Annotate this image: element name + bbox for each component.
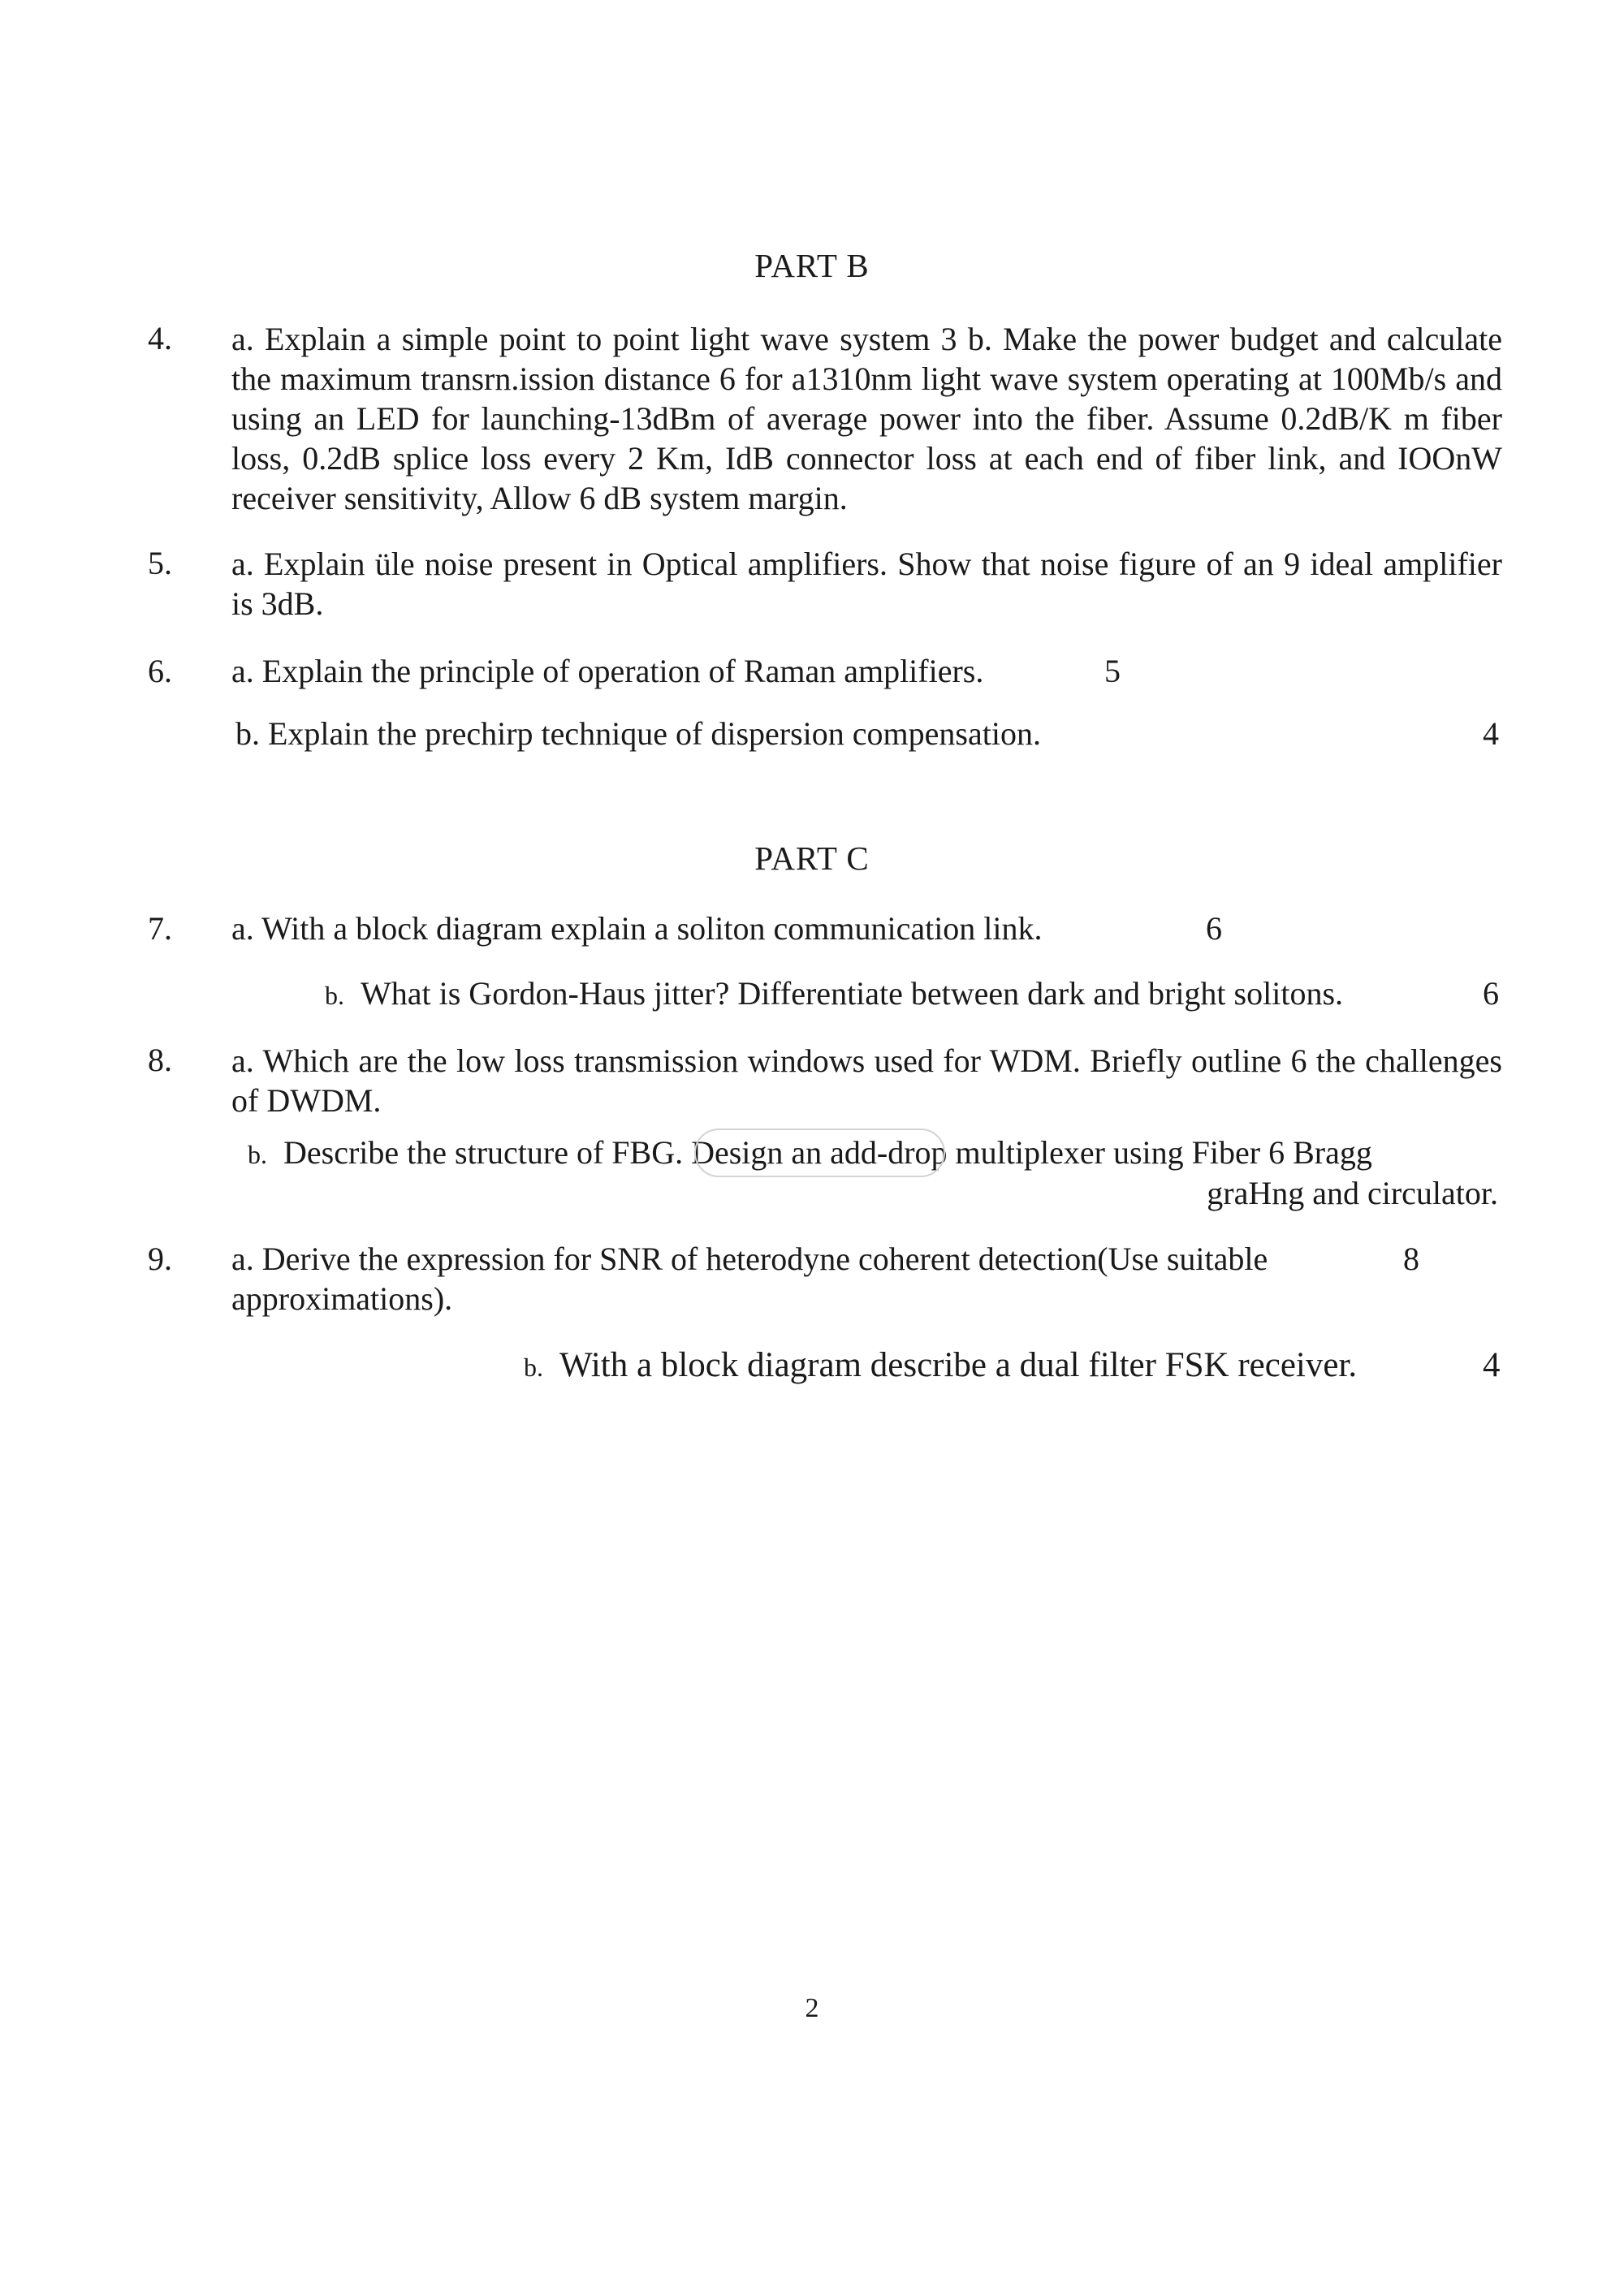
q9-number: 9. — [148, 1241, 172, 1277]
q4-text: a. Explain a simple point to point light wave system 3 b. Make the power budget and calculate the maximum transrn.ission distance 6 for a1310nm light wave system operating at 100Mb/s and using an LED for launching-13dBm of average power into the fiber. Assume 0.2dB/K m fiber loss, 0.2dB splice loss every 2 Km, IdB connector loss at each end of fiber link, and IOOnW receiver sensitivity, Allow 6 dB system margin. — [231, 321, 1502, 516]
q6a-marks: 5 — [1104, 653, 1121, 689]
q5-text: a. Explain üle noise present in Optical amplifiers. Show that noise figure of an 9 ideal amplifier is 3dB. — [231, 546, 1502, 622]
q9b-line — [524, 1345, 1357, 1385]
q7b-label: b. — [325, 981, 344, 1010]
q6a-text: a. Explain the principle of operation of Raman amplifiers. — [231, 653, 984, 689]
q6b-marks: 4 — [1483, 715, 1499, 752]
page-number: 2 — [805, 1993, 819, 2023]
q4-number: 4. — [148, 320, 172, 356]
q8-number: 8. — [148, 1042, 172, 1078]
q7b-marks: 6 — [1483, 975, 1499, 1012]
q8b-text-2: graHng and circulator. — [1207, 1175, 1498, 1211]
q7b-line — [325, 974, 1343, 1012]
part-c-heading: PART C — [754, 839, 870, 877]
q7a-text: a. With a block diagram explain a soliton communication link. — [231, 910, 1043, 947]
q9b-label: b. — [524, 1353, 543, 1382]
q9a-marks: 8 — [1403, 1241, 1419, 1277]
q8b-text-1: Describe the structure of FBG. Design an add-drop multiplexer using Fiber 6 Bragg — [283, 1134, 1372, 1171]
q9b-marks: 4 — [1483, 1346, 1501, 1384]
q6-number: 6. — [148, 653, 172, 689]
q6b-text: b. Explain the prechirp technique of dispersion compensation. — [235, 715, 1041, 752]
q9a-text: a. Derive the expression for SNR of heterodyne coherent detection(Use suitable — [231, 1241, 1268, 1277]
q7a-marks: 6 — [1206, 910, 1222, 947]
watermark-logo — [694, 1129, 945, 1177]
q5-number: 5. — [148, 545, 172, 581]
part-b-heading: PART B — [754, 247, 870, 284]
q8b-label: b. — [248, 1140, 267, 1169]
q7-number: 7. — [148, 910, 172, 947]
q9b-text: With a block diagram describe a dual filter FSK receiver. — [559, 1346, 1358, 1384]
q8a-text: a. Which are the low loss transmission windows used for WDM. Briefly outline 6 the challenges of DWDM. — [231, 1042, 1502, 1119]
q7b-text: What is Gordon-Haus jitter? Differentiate between dark and bright solitons. — [361, 975, 1344, 1012]
q9a-text-2: approximations). — [231, 1280, 453, 1317]
